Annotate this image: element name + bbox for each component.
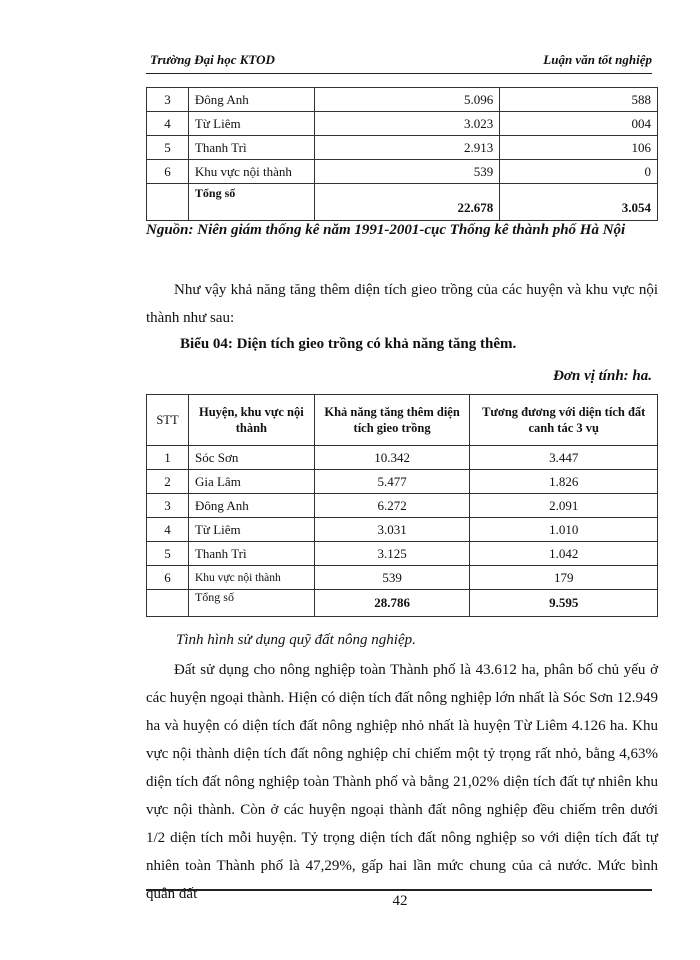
stt-cell: 1 [147, 446, 189, 470]
total-label: Tổng số [188, 590, 314, 617]
header-thesis: Luận văn tốt nghiệp [543, 52, 652, 67]
value-cell: 004 [500, 112, 658, 136]
table-row [147, 542, 658, 566]
district-cell: Từ Liêm [188, 518, 314, 542]
district-cell: Đông Anh [188, 88, 314, 112]
stt-cell: 2 [147, 470, 189, 494]
table-row [147, 160, 658, 184]
stt-cell: 6 [147, 160, 189, 184]
table-row [147, 112, 658, 136]
district-cell: Khu vực nội thành [188, 566, 314, 590]
value-cell: 1.826 [470, 470, 658, 494]
total-value: 28.786 [314, 590, 470, 617]
value-cell: 10.342 [314, 446, 470, 470]
value-cell: 539 [314, 566, 470, 590]
value-cell: 3.125 [314, 542, 470, 566]
table-caption: Biểu 04: Diện tích gieo trồng có khả năng tăng thêm. [180, 336, 517, 352]
page-number: 42 [392, 893, 408, 909]
value-cell: 3.447 [470, 446, 658, 470]
district-cell: Từ Liêm [188, 112, 314, 136]
total-label: Tổng số [188, 184, 314, 221]
total-value: 9.595 [470, 590, 658, 617]
district-cell: Sóc Sơn [188, 446, 314, 470]
value-cell: 5.096 [314, 88, 500, 112]
header-additional-area: Khả năng tăng thêm diện tích gieo trồng [314, 395, 470, 446]
value-cell: 1.042 [470, 542, 658, 566]
table-total-row [147, 184, 658, 221]
header-school: Trường Đại học KTOD [150, 52, 275, 67]
value-cell: 179 [470, 566, 658, 590]
stt-cell: 6 [147, 566, 189, 590]
value-cell: 5.477 [314, 470, 470, 494]
value-cell: 0 [500, 160, 658, 184]
district-cell: Khu vực nội thành [188, 160, 314, 184]
value-cell: 6.272 [314, 494, 470, 518]
header-equivalent-area: Tương đương với diện tích đất canh tác 3 vụ [470, 395, 658, 446]
table-row [147, 136, 658, 160]
stt-cell: 5 [147, 542, 189, 566]
intro-paragraph: Như vậy khả năng tăng thêm diện tích gieo trồng của các huyện và khu vực nội thành như sau: [146, 282, 658, 326]
footer-rule [146, 889, 652, 891]
header-rule [146, 73, 652, 74]
total-value: 3.054 [500, 184, 658, 221]
district-cell: Đông Anh [188, 494, 314, 518]
value-cell: 106 [500, 136, 658, 160]
table-row [147, 518, 658, 542]
table-total-row [147, 590, 658, 617]
value-cell: 3.031 [314, 518, 470, 542]
table-row [147, 470, 658, 494]
stt-cell: 5 [147, 136, 189, 160]
table-planting-area [146, 394, 658, 617]
value-cell: 539 [314, 160, 500, 184]
total-value: 22.678 [314, 184, 500, 221]
value-cell: 3.023 [314, 112, 500, 136]
value-cell: 588 [500, 88, 658, 112]
section-title: Tình hình sử dụng quỹ đất nông nghiệp. [176, 632, 416, 648]
table-land-continuation [146, 87, 658, 221]
table-row [147, 494, 658, 518]
district-cell: Thanh Trì [188, 542, 314, 566]
district-cell: Thanh Trì [188, 136, 314, 160]
stt-cell: 3 [147, 494, 189, 518]
header-stt: STT [147, 395, 189, 446]
body-paragraph: Đất sử dụng cho nông nghiệp toàn Thành phố là 43.612 ha, phân bố chủ yếu ở các huyện ngoại thành. Hiện có diện tích đất nông nghiệp lớn nhất là Sóc Sơn 12.949 ha và huyện có diện tích đất nông nghiệp nhỏ nhất là huyện Từ Liêm 4.126 ha. Khu vực nội thành diện tích đất nông nghiệp chỉ chiếm một tỷ trọng rất nhỏ, bằng 4,63% diện tích đất nông nghiệp toàn Thành phố và bằng 21,02% diện tích đất tự nhiên khu vực nội thành. Còn ở các huyện ngoại thành đất nông nghiệp đều chiếm trên dưới 1/2 diện tích mỗi huyện. Tỷ trọng diện tích đất nông nghiệp so với diện tích đất tự nhiên toàn Thành phố là 47,29%, gấp hai lần mức chung của cả nước. Mức bình quân đất [146, 662, 658, 902]
source-note: Nguồn: Niên giám thống kê năm 1991-2001-cục Thống kê thành phố Hà Nội [146, 222, 626, 238]
value-cell: 1.010 [470, 518, 658, 542]
header-district: Huyện, khu vực nội thành [188, 395, 314, 446]
stt-cell: 4 [147, 112, 189, 136]
table-row [147, 446, 658, 470]
table-row [147, 88, 658, 112]
district-cell: Gia Lâm [188, 470, 314, 494]
table-row [147, 566, 658, 590]
table-header-row [147, 395, 658, 446]
value-cell: 2.913 [314, 136, 500, 160]
value-cell: 2.091 [470, 494, 658, 518]
stt-cell: 4 [147, 518, 189, 542]
stt-cell: 3 [147, 88, 189, 112]
unit-label: Đơn vị tính: ha. [553, 368, 652, 384]
